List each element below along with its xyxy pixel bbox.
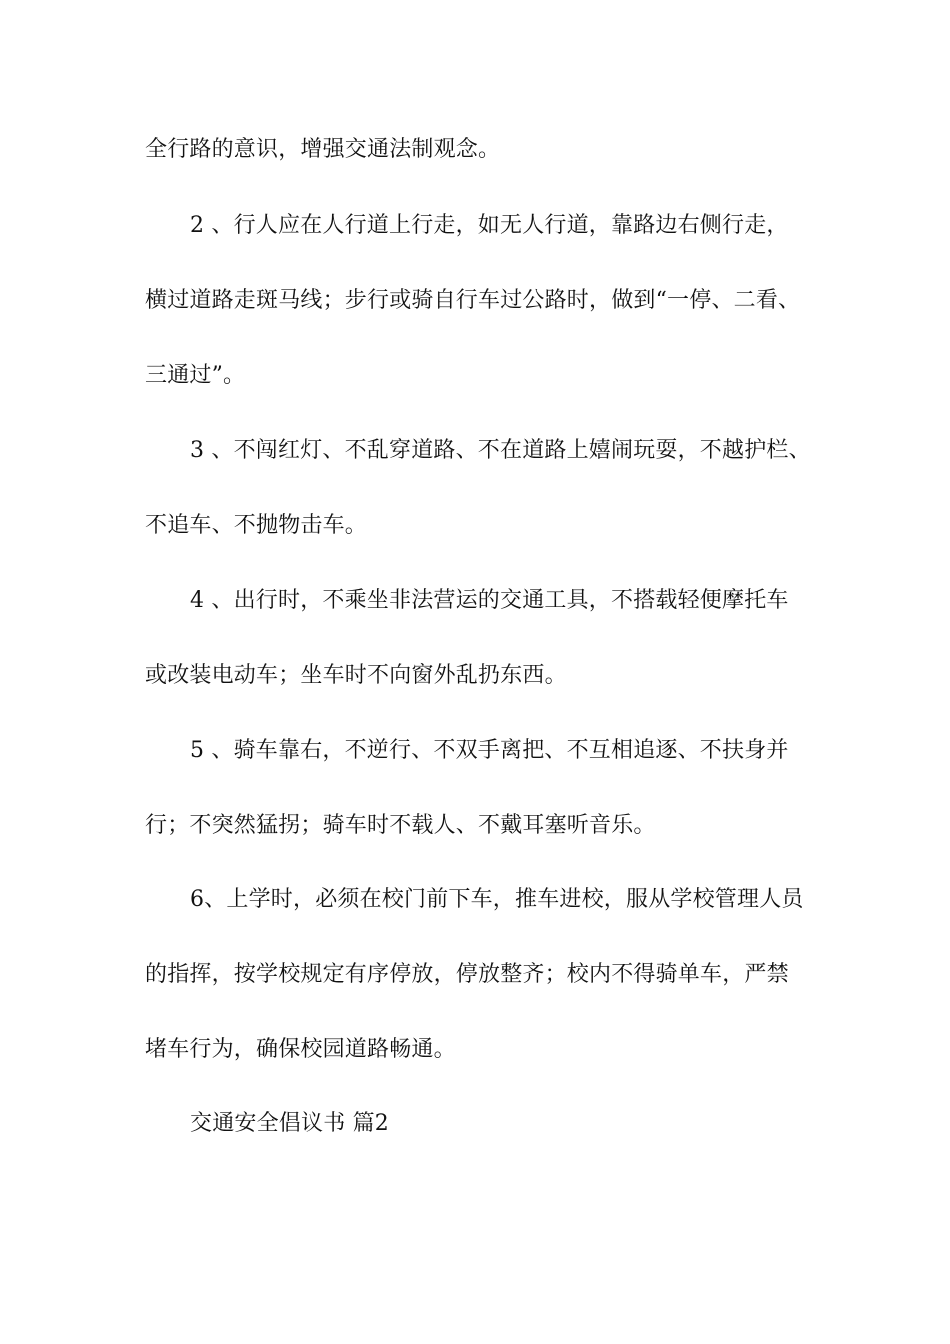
item-5-line-1: 5 、骑车靠右，不逆行、不双手离把、不互相追逐、不扶身并 xyxy=(190,738,789,763)
item-2-line-2: 横过道路走斑马线；步行或骑自行车过公路时，做到“一停、二看、 xyxy=(145,288,801,313)
item-3-line-2: 不追车、不抛物击车。 xyxy=(145,513,368,538)
item-6-line-2: 的指挥，按学校规定有序停放，停放整齐；校内不得骑单车，严禁 xyxy=(145,962,789,987)
paragraph-1-line-1: 全行路的意识，增强交通法制观念。 xyxy=(145,137,501,162)
item-6-line-1: 6、上学时，必须在校门前下车，推车进校，服从学校管理人员 xyxy=(190,887,804,912)
item-6-line-3: 堵车行为，确保校园道路畅通。 xyxy=(145,1037,456,1062)
item-5-line-2: 行；不突然猛拐；骑车时不载人、不戴耳塞听音乐。 xyxy=(145,813,656,838)
item-4-line-2: 或改装电动车；坐车时不向窗外乱扔东西。 xyxy=(145,663,567,688)
section-heading: 交通安全倡议书 篇2 xyxy=(190,1111,389,1136)
item-3-line-1: 3 、不闯红灯、不乱穿道路、不在道路上嬉闹玩耍，不越护栏、 xyxy=(190,438,811,463)
item-2-line-1: 2 、行人应在人行道上行走，如无人行道，靠路边右侧行走， xyxy=(190,213,789,238)
item-2-line-3: 三通过”。 xyxy=(145,363,246,388)
item-4-line-1: 4 、出行时，不乘坐非法营运的交通工具，不搭载轻便摩托车 xyxy=(190,588,789,613)
